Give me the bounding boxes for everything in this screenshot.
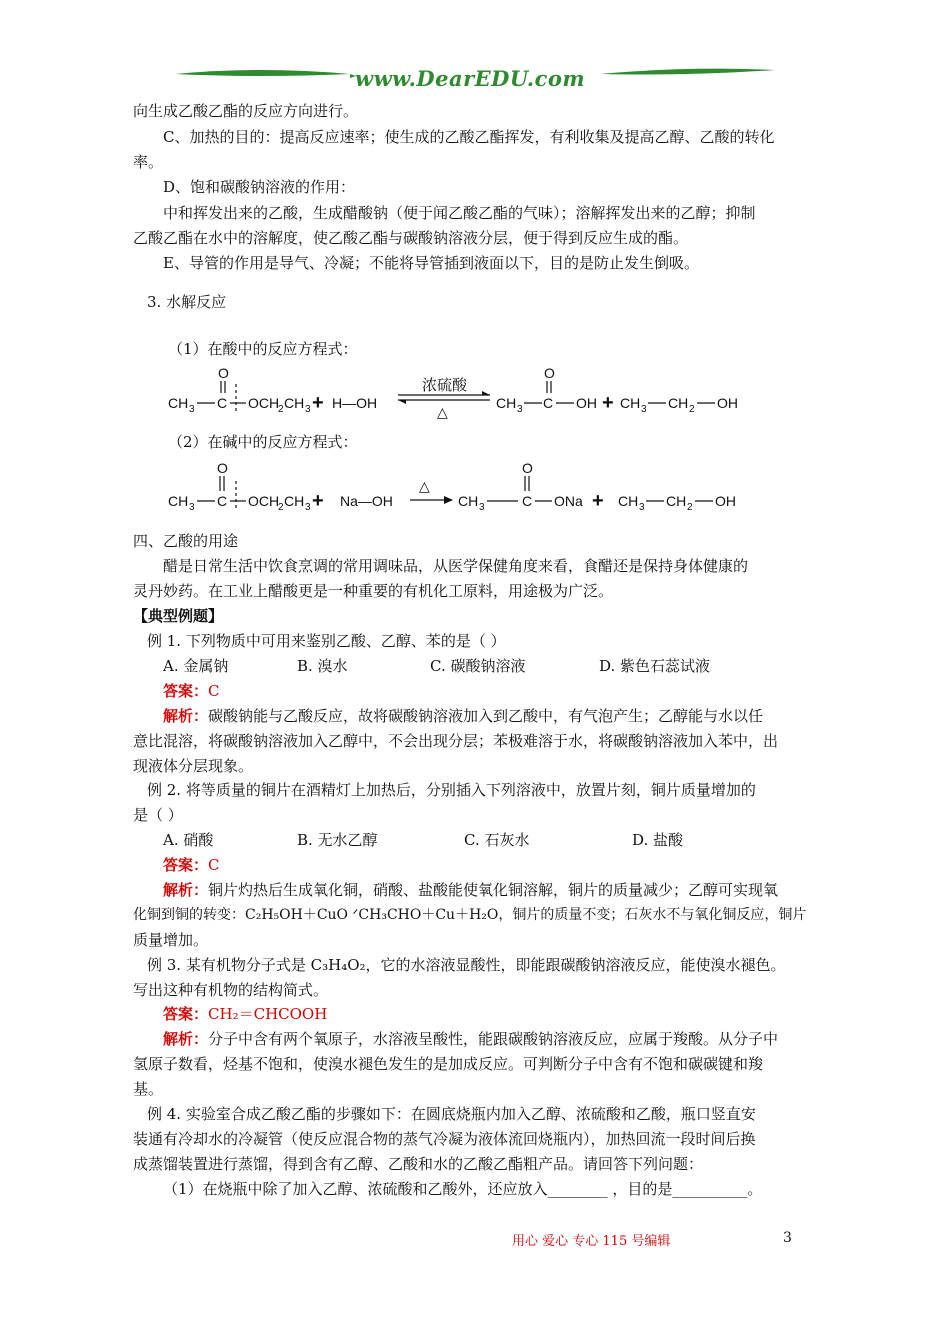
text-line: 中和挥发出来的乙酸，生成醋酸钠（便于闻乙酸乙酯的气味）；溶解挥发出来的乙醇；抑制 [163,204,756,222]
svg-text:+: + [602,392,614,414]
svg-text:+: + [312,392,324,414]
text-line: 向生成乙酸乙酯的反应方向进行。 [133,102,359,120]
explanation-line: 氢原子数看，烃基不饱和，使溴水褪色发生的是加成反应。可判断分子中含有不饱和碳碳键和羧 [133,1055,764,1073]
answer-label: 答案： [163,682,209,700]
svg-text:△: △ [419,478,430,494]
svg-text:3: 3 [479,502,485,513]
svg-text:2: 2 [278,404,284,415]
equation-title: （2）在碱中的反应方程式： [168,433,358,451]
svg-text:C: C [543,395,554,411]
answer-line [163,679,220,703]
section-heading: 【典型例题】 [133,607,224,625]
question-text: 例 2. 将等质量的铜片在酒精灯上加热后，分别插入下列溶液中，放置片刻，铜片质量增加的 [147,781,756,799]
explanation-label: 解析： [163,1030,209,1048]
question-text: 例 1. 下列物质中可用来鉴别乙酸、乙醇、苯的是（ ） [147,632,506,650]
answer-label: 答案： [163,1005,209,1023]
svg-text:3: 3 [639,502,645,513]
explanation-line: 解析：分子中含有两个氧原子，水溶液呈酸性，能跟碳酸钠溶液反应，应属于羧酸。从分子中 [163,1030,779,1048]
svg-text:ONa: ONa [554,493,583,509]
question-text: 成蒸馏装置进行蒸馏，得到含有乙醇、乙酸和水的乙酸乙酯粗产品。请回答下列问题： [133,1155,704,1173]
answer-line [163,1002,327,1026]
svg-text:CH: CH [618,493,639,509]
svg-text:3: 3 [641,404,647,415]
svg-text:Na—OH: Na—OH [340,493,393,509]
text-line: 率。 [133,153,164,171]
explanation-line: 化铜到铜的转变：C₂H₅OH＋CuO ᐟCH₃CHO＋Cu＋H₂O，铜片的质量不变；石灰水不与氧化铜反应，铜片 [133,907,807,923]
section-heading: 3. 水解反应 [147,293,227,311]
question-text: 例 3. 某有机物分子式是 C₃H₄O₂，它的水溶液显酸性，即能跟碳酸钠溶液反应，能使溴水褪色。 [147,956,786,974]
svg-text:△: △ [437,404,448,420]
svg-text:OCH: OCH [248,493,280,509]
answer-value: CH₂＝CHCOOH [208,1005,328,1023]
svg-text:3: 3 [305,502,311,513]
carbonyl-oxygen: O [218,365,229,381]
text-line: 乙酸乙酯在水中的溶解度，使乙酸乙酯与碳酸钠溶液分层，便于得到反应生成的酯。 [133,229,689,247]
answer-line [163,853,220,877]
question-text: 是（ ） [133,806,183,824]
text-line: C、加热的目的：提高反应速率；使生成的乙酸乙酯挥发，有利收集及提高乙醇、乙酸的转化 [163,128,775,146]
svg-text:CH: CH [458,493,479,509]
section-heading: 四、乙酸的用途 [133,532,239,550]
option-b: B. 溴水 [297,657,348,675]
option-a: A. 金属钠 [163,657,229,675]
text-line: 醋是日常生活中饮食烹调的常用调味品，从医学保健角度来看，食醋还是保持身体健康的 [163,557,749,575]
answer-value: C [208,856,220,874]
question-text: 装通有冷却水的冷凝管（使反应混合物的蒸气冷凝为液体流回烧瓶内），加热回流一段时间后换 [133,1130,756,1148]
explanation-line: 基。 [133,1080,164,1098]
question-text: （1）在烧瓶中除了加入乙醇、浓硫酸和乙酸外，还应放入________ ，目的是__________。 [163,1180,763,1198]
svg-text:O: O [217,460,228,476]
explanation-line: 意比混溶，将碳酸钠溶液加入乙醇中，不会出现分层；苯极难溶于水，将碳酸钠溶液加入苯中，出 [133,732,779,750]
explanation-line: 现液体分层现象。 [133,757,254,775]
svg-text:OH: OH [576,395,597,411]
text-line: E、导管的作用是导气、冷凝；不能将导管插到液面以下，目的是防止发生倒吸。 [163,254,699,272]
svg-text:CH: CH [496,395,517,411]
svg-text:C: C [217,493,228,509]
svg-text:CH: CH [668,395,689,411]
svg-text:OH: OH [717,395,738,411]
svg-text:OH: OH [715,493,736,509]
option-d: D. 紫色石蕊试液 [599,657,711,675]
svg-text:C: C [522,493,533,509]
question-text: 写出这种有机物的结构简式。 [133,981,329,999]
page-number: 3 [783,1230,792,1246]
svg-text:CH: CH [284,395,305,411]
svg-text:3: 3 [305,404,311,415]
svg-text:O: O [522,460,533,476]
svg-text:3: 3 [517,404,523,415]
option-a: A. 硝酸 [163,831,214,849]
svg-text:CH: CH [666,493,687,509]
answer-label: 答案： [163,856,209,874]
question-text: 例 4. 实验室合成乙酸乙酯的步骤如下：在圆底烧瓶内加入乙醇、浓硫酸和乙酸，瓶口竖直安 [147,1105,756,1123]
explanation-line: 质量增加。 [133,931,209,949]
svg-text:2: 2 [687,502,693,513]
acid-hydrolysis-equation [160,360,760,420]
svg-text:C: C [217,395,228,411]
svg-text:3: 3 [189,404,195,415]
svg-text:O: O [544,365,555,381]
svg-text:2: 2 [278,502,284,513]
footer-text: 用心 爱心 专心 115 号编辑 [512,1234,671,1249]
option-c: C. 碳酸钠溶液 [430,657,526,675]
explanation-label: 解析： [163,707,209,725]
explanation-label: 解析： [163,881,209,899]
svg-text:3: 3 [189,502,195,513]
svg-text:CH: CH [168,395,189,411]
answer-value: C [208,682,220,700]
svg-text:+: + [592,490,604,512]
catalyst-label: 浓硫酸 [422,377,468,394]
option-c: C. 石灰水 [464,831,530,849]
explanation-line: 解析：铜片灼热后生成氧化铜，硝酸、盐酸能使氧化铜溶解，铜片的质量减少；乙醇可实现氧 [163,881,779,899]
option-b: B. 无水乙醇 [297,831,378,849]
svg-text:OCH: OCH [248,395,280,411]
svg-text:H—OH: H—OH [332,395,378,411]
text-line: 灵丹妙药。在工业上醋酸更是一种重要的有机化工原料，用途极为广泛。 [133,582,614,600]
svg-text:CH: CH [168,493,189,509]
svg-text:+: + [312,490,324,512]
text-line: D、饱和碳酸钠溶液的作用： [163,178,356,196]
base-hydrolysis-equation [160,455,760,517]
svg-text:2: 2 [689,404,695,415]
explanation-line: 解析：碳酸钠能与乙酸反应，故将碳酸钠溶液加入到乙酸中，有气泡产生；乙醇能与水以任 [163,707,764,725]
svg-text:CH: CH [620,395,641,411]
site-title[interactable]: www.DearEDU.com [355,66,586,91]
option-d: D. 盐酸 [632,831,684,849]
svg-text:CH: CH [284,493,305,509]
equation-title: （1）在酸中的反应方程式： [168,340,358,358]
